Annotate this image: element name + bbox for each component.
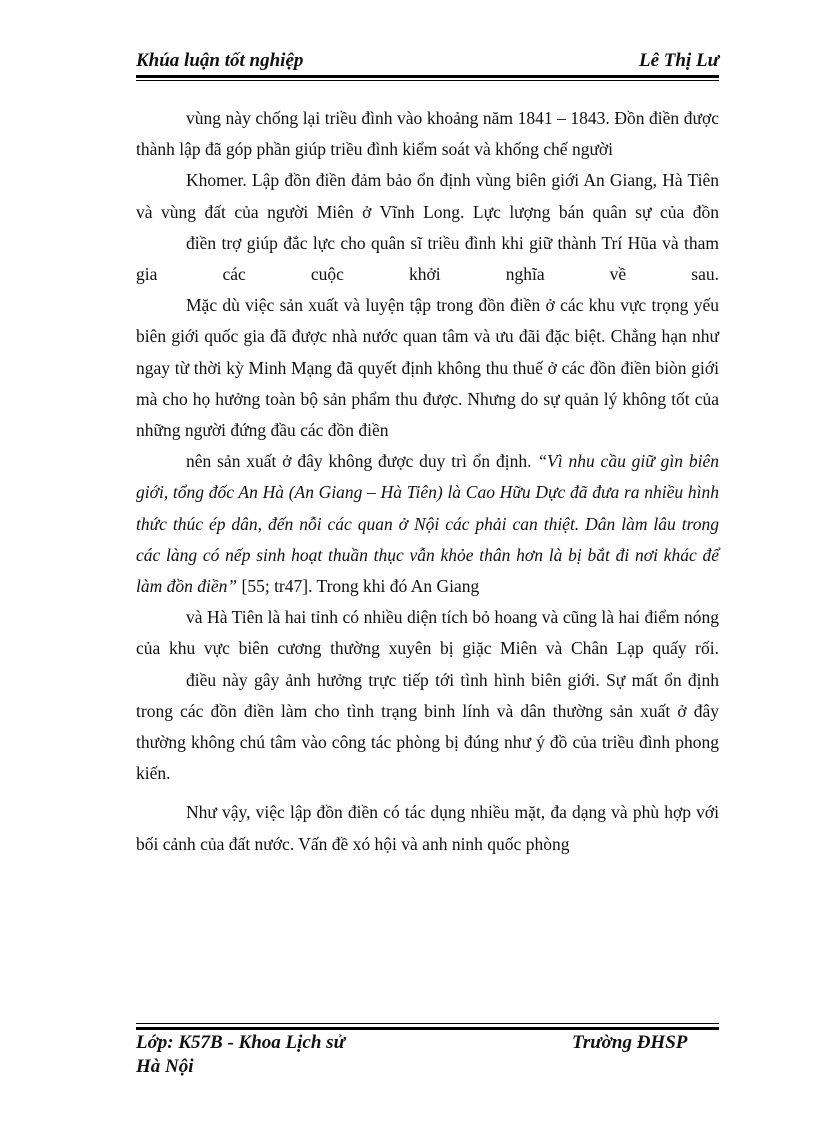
header-rule-thin — [136, 80, 719, 81]
footer-class: Lớp: K57B - Khoa Lịch sử — [136, 1032, 345, 1053]
paragraph-with-quote — [136, 446, 719, 602]
paragraph: vùng này chống lại triều đình vào khoảng năm 1841 – 1843. Đồn điền được thành lập đã góp phần giúp triều đình kiểm soát và khống chế người — [136, 108, 719, 160]
footer-city: Hà Nội — [136, 1056, 194, 1077]
paragraph: điều này gây ảnh hưởng trực tiếp tới tình hình biên giới. Sự mất ổn định trong các đồn điền làm cho tình trạng binh lính và dân thường sản xuất ở đây thường không chú tâm vào công tác phòng bị đúng như ý đồ của triều đình phong kiến. — [136, 669, 719, 784]
body-text — [136, 103, 719, 860]
paragraph: và Hà Tiên là hai tỉnh có nhiều diện tích bỏ hoang và cũng là hai điểm nóng của khu vực biên cương thường xuyên bị giặc Miên và Chân Lạp quấy rối. — [136, 607, 719, 659]
citation: [55; tr47]. Trong khi đó An Giang — [237, 576, 480, 597]
paragraph: Mặc dù việc sản xuất và luyện tập trong đồn điền ở các khu vực trọng yếu biên giới quốc gia đã được nhà nước quan tâm và ưu đãi đặc biệt. Chẳng hạn như ngay từ thời kỳ Minh Mạng đã quyết định không thu thuế ở các đồn điền biòn giới mà cho họ hưởng toàn bộ sản phẩm thu được. Nhưng do sự quản lý không tốt của những người đứng đầu các đồn điền — [136, 295, 719, 441]
quotation: “Vì nhu cầu giữ gìn biên giới, tổng đốc An Hà (An Giang – Hà Tiên) là Cao Hữu Dực đã đưa ra nhiều hình thức thúc ép dân, đến nỗi các quan ở Nội các phải can thiệt. Dân làm lâu trong các làng có nếp sinh hoạt thuần thục vẫn khỏe thân hơn là bị bắt đi nơi khác để làm đồn điền” — [136, 451, 719, 597]
paragraph: Như vậy, việc lập đồn điền có tác dụng nhiều mặt, đa dạng và phù hợp với bối cảnh của đất nước. Vấn đề xó hội và anh ninh quốc phòng — [136, 802, 719, 854]
page-header — [136, 50, 719, 74]
footer-school: Trường ĐHSP — [572, 1032, 688, 1053]
footer-rule-thick — [136, 1027, 719, 1030]
header-rule-thick — [136, 75, 719, 78]
paragraph: điền trợ giúp đắc lực cho quân sĩ triều đình khi giữ thành Trí Hũa và tham gia các cuộc khởi nghĩa về sau. — [136, 232, 719, 285]
page-footer — [136, 1031, 719, 1079]
header-author: Lê Thị Lư — [639, 50, 719, 71]
paragraph: Khomer. Lập đồn điền đảm bảo ổn định vùng biên giới An Giang, Hà Tiên và vùng đất của người Miên ở Vĩnh Long. Lực lượng bán quân sự của đồn — [136, 170, 719, 222]
footer-rule-thin — [136, 1023, 719, 1024]
quote-lead-in: nên sản xuất ở đây không được duy trì ổn định. — [186, 451, 538, 472]
header-title: Khúa luận tốt nghiệp — [136, 50, 304, 71]
